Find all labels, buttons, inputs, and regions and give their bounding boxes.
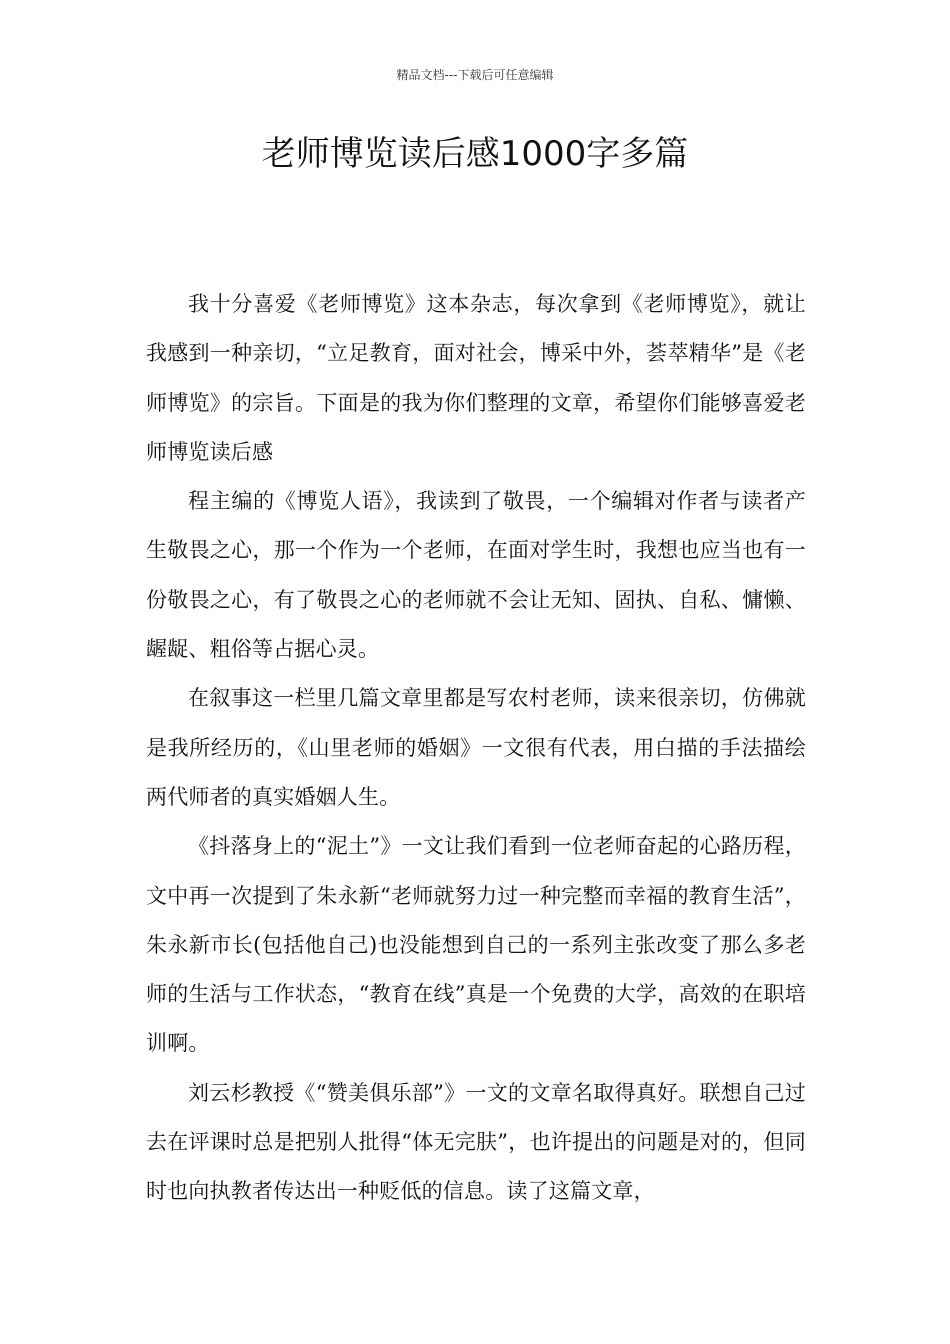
paragraph-1: 我十分喜爱《老师博览》这本杂志，每次拿到《老师博览》，就让我感到一种亲切，“立足教育，面对社会，博采中外，荟萃精华”是《老师博览》的宗旨。下面是的我为你们整理的文章，希望你们能够喜爱老师博览读后感 xyxy=(146,292,806,464)
document-title: 老师博览读后感1000字多篇 xyxy=(261,134,689,174)
paragraph-3: 在叙事这一栏里几篇文章里都是写农村老师，读来很亲切，仿佛就是我所经历的，《山里老师的婚姻》一文很有代表，用白描的手法描绘两代师者的真实婚姻人生。 xyxy=(146,686,806,809)
paragraph-2: 程主编的《博览人语》，我读到了敬畏，一个编辑对作者与读者产生敬畏之心，那一个作为一个老师，在面对学生时，我想也应当也有一份敬畏之心，有了敬畏之心的老师就不会让无知、固执、自私、慵懒、龌龊、粗俗等占据心灵。 xyxy=(146,489,806,662)
document-body xyxy=(146,280,806,1217)
paragraph-5: 刘云杉教授《“赞美俱乐部”》一文的文章名取得真好。联想自己过去在评课时总是把别人批得“体无完肤”，也许提出的问题是对的，但同时也向执教者传达出一种贬低的信息。读了这篇文章， xyxy=(146,1080,806,1204)
paragraph-4: 《抖落身上的“泥土”》一文让我们看到一位老师奋起的心路历程，文中再一次提到了朱永新“老师就努力过一种完整而幸福的教育生活”，朱永新市长(包括他自己)也没能想到自己的一系列主张改变了那么多老师的生活与工作状态，“教育在线”真是一个免费的大学，高效的在职培训啊。 xyxy=(146,834,806,1056)
header-note: 精品文档---下载后可任意编辑 xyxy=(396,68,554,82)
